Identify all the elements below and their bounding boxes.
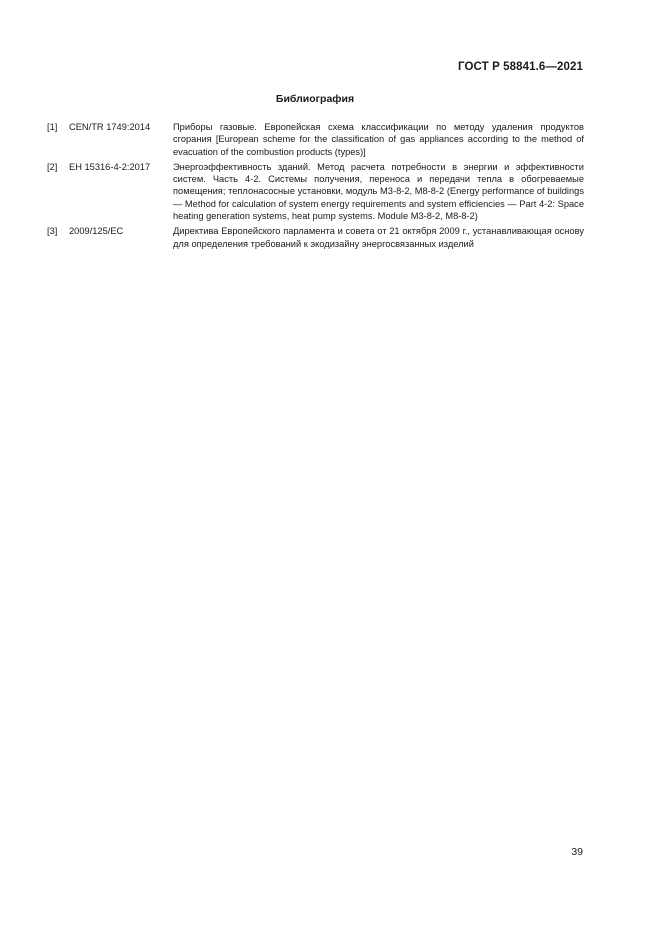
entry-title: Директива Европейского парламента и совета от 21 октября 2009 г., устанавливающая основу для определения требований к экодизайну энергосвязанных изделий bbox=[173, 226, 584, 249]
entry-number: [3] bbox=[47, 226, 58, 237]
bibliography-list bbox=[47, 121, 584, 253]
entry-title: Приборы газовые. Европейская схема классификации по методу удаления продуктов сгорания [European scheme for the classification of gas appliances according to the method of evacuation of the combustion products (types)] bbox=[173, 122, 584, 157]
document-code: ГОСТ Р 58841.6—2021 bbox=[458, 61, 583, 73]
entry-code: ЕН 15316-4-2:2017 bbox=[69, 161, 151, 172]
bibliography-entry bbox=[47, 161, 584, 222]
entry-code: CEN/TR 1749:2014 bbox=[69, 122, 151, 132]
section-title: Библиография bbox=[275, 93, 355, 105]
entry-title: Энергоэффективность зданий. Метод расчета потребности в энергии и эффективности систем. Часть 4-2. Системы получения, переноса и передачи тепла в обогреваемые помещения; теплонасосные установки, модуль М3-8-2, М8-8-2 (Energy performance of buildings — Method for calculation of system energy requirements and system efficiencies — Part 4-2: Space heating generation systems, heat pump systems. Module M3-8-2, M8-8-2) bbox=[173, 161, 584, 222]
bibliography-entry bbox=[47, 121, 584, 158]
entry-code: 2009/125/ЕС bbox=[69, 226, 124, 237]
entry-number: [1] bbox=[47, 122, 58, 132]
page-number: 39 bbox=[571, 846, 583, 858]
bibliography-entry bbox=[47, 225, 584, 250]
entry-number: [2] bbox=[47, 161, 58, 172]
